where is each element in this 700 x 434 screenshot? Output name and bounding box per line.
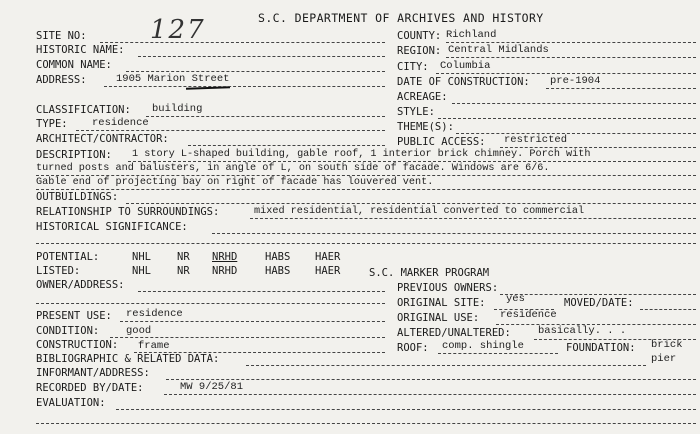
marker-program-label: S.C. MARKER PROGRAM xyxy=(369,267,490,279)
potential-nrhd: NRHD xyxy=(212,251,238,263)
city-label: CITY: xyxy=(397,61,429,73)
public-access-value: restricted xyxy=(504,134,568,146)
classification-label: CLASSIFICATION: xyxy=(36,104,131,116)
type-label: TYPE: xyxy=(36,118,68,130)
roof-value: comp. shingle xyxy=(442,340,524,352)
listed-haer: HAER xyxy=(315,265,341,277)
site-no-label: SITE NO: xyxy=(36,30,87,42)
potential-label: POTENTIAL: xyxy=(36,251,100,263)
potential-habs: HABS xyxy=(265,251,291,263)
evaluation-label: EVALUATION: xyxy=(36,397,106,409)
condition-value: good xyxy=(126,325,152,337)
date-of-construction-value: pre-1904 xyxy=(550,75,601,87)
county-value: Richland xyxy=(446,29,497,41)
common-name-label: COMMON NAME: xyxy=(36,59,112,71)
date-of-construction-label: DATE OF CONSTRUCTION: xyxy=(397,76,530,88)
form-header-title: S.C. DEPARTMENT OF ARCHIVES AND HISTORY xyxy=(258,11,544,25)
county-label: COUNTY: xyxy=(397,30,442,42)
potential-nhl: NHL xyxy=(132,251,151,263)
historic-name-label: HISTORIC NAME: xyxy=(36,44,125,56)
description-line-3: Gable end of projecting bay on right of facade has louvered vent. xyxy=(36,177,434,188)
style-label: STYLE: xyxy=(397,106,435,118)
construction-value: frame xyxy=(138,340,170,352)
listed-nr: NR xyxy=(177,265,190,277)
description-label: DESCRIPTION: xyxy=(36,149,112,161)
listed-label: LISTED: xyxy=(36,265,81,277)
foundation-value-2: pier xyxy=(651,353,677,365)
bibliographic-label: BIBLIOGRAPHIC & RELATED DATA: xyxy=(36,353,220,365)
architect-label: ARCHITECT/CONTRACTOR: xyxy=(36,133,169,145)
historical-significance-label: HISTORICAL SIGNIFICANCE: xyxy=(36,221,188,233)
construction-label: CONSTRUCTION: xyxy=(36,339,119,351)
region-value: Central Midlands xyxy=(448,44,549,56)
description-line-1: 1 story L-shaped building, gable roof, 1 interior brick chimney. Porch with xyxy=(132,149,591,160)
moved-date-label: MOVED/DATE: xyxy=(564,297,634,309)
relationship-value: mixed residential, residential converted to commercial xyxy=(254,206,585,217)
foundation-label: FOUNDATION: xyxy=(566,342,636,354)
original-use-value: residence xyxy=(500,309,557,321)
condition-label: CONDITION: xyxy=(36,325,100,337)
potential-nr: NR xyxy=(177,251,190,263)
present-use-label: PRESENT USE: xyxy=(36,310,112,322)
address-value: 1905 Marion Street xyxy=(116,73,230,85)
address-label: ADDRESS: xyxy=(36,74,87,86)
owner-address-label: OWNER/ADDRESS: xyxy=(36,279,125,291)
themes-label: THEME(S): xyxy=(397,121,454,133)
roof-label: ROOF: xyxy=(397,342,429,354)
relationship-label: RELATIONSHIP TO SURROUNDINGS: xyxy=(36,206,220,218)
original-site-value: yes xyxy=(506,293,525,305)
city-value: Columbia xyxy=(440,60,491,72)
listed-habs: HABS xyxy=(265,265,291,277)
foundation-value-1: brick xyxy=(651,339,683,351)
altered-unaltered-value: basically. . . xyxy=(538,325,627,337)
present-use-value: residence xyxy=(126,308,183,320)
description-line-2: turned posts and balusters, in angle of L, on south side of facade. Windows are 6/6. xyxy=(36,163,550,174)
previous-owners-label: PREVIOUS OWNERS: xyxy=(397,282,499,294)
recorded-by-value: MW 9/25/81 xyxy=(180,381,244,393)
informant-address-label: INFORMANT/ADDRESS: xyxy=(36,367,150,379)
listed-nrhd: NRHD xyxy=(212,265,238,277)
classification-value: building xyxy=(152,103,203,115)
original-site-label: ORIGINAL SITE: xyxy=(397,297,486,309)
acreage-label: ACREAGE: xyxy=(397,91,448,103)
altered-unaltered-label: ALTERED/UNALTERED: xyxy=(397,327,511,339)
outbuildings-label: OUTBUILDINGS: xyxy=(36,191,119,203)
original-use-label: ORIGINAL USE: xyxy=(397,312,480,324)
public-access-label: PUBLIC ACCESS: xyxy=(397,136,486,148)
region-label: REGION: xyxy=(397,45,442,57)
recorded-by-label: RECORDED BY/DATE: xyxy=(36,382,144,394)
type-value: residence xyxy=(92,117,149,129)
site-no-value: 127 xyxy=(150,15,206,45)
listed-nhl: NHL xyxy=(132,265,151,277)
potential-haer: HAER xyxy=(315,251,341,263)
